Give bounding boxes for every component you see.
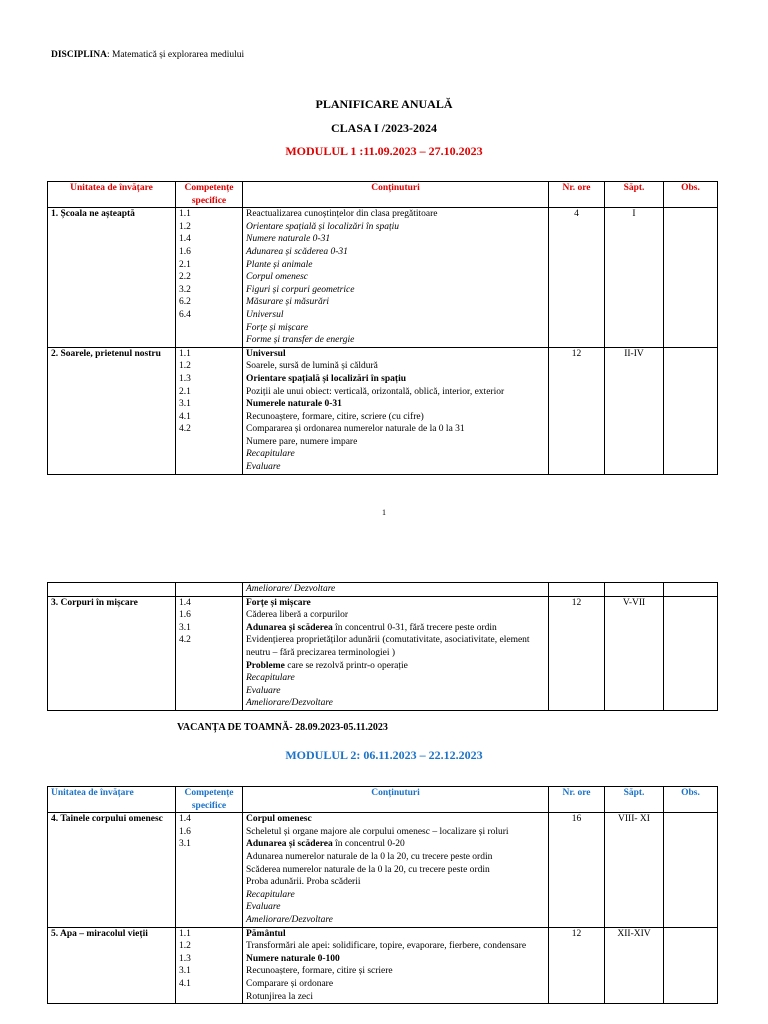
competency-code: 1.4 — [179, 814, 191, 825]
content-line: Rotunjirea la zeci — [246, 991, 313, 1002]
page-title: PLANIFICARE ANUALĂ — [315, 97, 453, 111]
week-cell: V-VII — [605, 596, 664, 710]
competency-code: 1.6 — [179, 246, 191, 257]
content-line: Universul — [246, 348, 286, 359]
header-contents: Conținuturi — [243, 182, 549, 208]
header-hours: Nr. ore — [549, 182, 605, 208]
content-line: Recapitulare — [246, 889, 295, 900]
week-cell: I — [605, 208, 664, 348]
content-line: Evaluare — [246, 902, 281, 913]
competency-code: 4.2 — [179, 424, 191, 435]
table-row — [48, 208, 718, 348]
content-line: Adunarea numerelor naturale de la 0 la 20, cu trecere peste ordin — [246, 851, 493, 862]
unit-cell: 2. Soarele, prietenul nostru — [48, 347, 176, 474]
content-line: Reactualizarea cunoștințelor din clasa pregătitoare — [246, 209, 438, 220]
content-line: Evaluare — [246, 462, 281, 473]
competency-code: 1.3 — [179, 953, 191, 964]
competency-code: 3.1 — [179, 399, 191, 410]
class-title: CLASA I /2023-2024 — [330, 121, 437, 135]
content-line: Numere pare, numere impare — [246, 436, 358, 447]
content-line: Ameliorare/Dezvoltare — [246, 914, 333, 925]
competency-code: 1.4 — [179, 597, 191, 608]
vacation-notice: VACANȚA DE TOAMNĂ- 28.09.2023-05.11.2023 — [177, 722, 388, 733]
content-line: Evidențierea proprietăților adunării (comutativitate, asociativitate, element neutru – fără precizarea terminologiei ) — [246, 635, 530, 658]
competency-code: 1.1 — [179, 348, 191, 359]
competency-code: 6.2 — [179, 297, 191, 308]
contents-cell — [243, 347, 549, 474]
header-contents: Conținuturi — [243, 787, 549, 813]
unit-cell — [48, 583, 176, 597]
competency-code: 4.1 — [179, 978, 191, 989]
discipline-line — [51, 50, 244, 60]
content-line: Forme și transfer de energie — [246, 335, 355, 346]
contents-cell — [243, 596, 549, 710]
competency-code: 1.1 — [179, 209, 191, 220]
competency-code: 1.1 — [179, 928, 191, 939]
competency-code: 3.1 — [179, 622, 191, 633]
week-cell — [605, 583, 664, 597]
content-line: Numerele naturale 0-31 — [246, 399, 342, 410]
content-line: Proba adunării. Proba scăderii — [246, 877, 361, 888]
competencies-cell — [176, 208, 243, 348]
competencies-cell — [176, 596, 243, 710]
header-unit: Unitatea de învățare — [48, 787, 176, 813]
header-obs: Obs. — [664, 787, 718, 813]
obs-cell — [664, 813, 718, 927]
competency-code: 3.1 — [179, 839, 191, 850]
content-line: Ameliorare/Dezvoltare — [246, 698, 333, 709]
content-line: Orientare spațială și localizări în spațiu — [246, 221, 399, 232]
obs-cell — [664, 208, 718, 348]
content-line: Recunoaștere, formare, citire, scriere (cu cifre) — [246, 411, 424, 422]
hours-cell: 4 — [549, 208, 605, 348]
content-line: Probleme care se rezolvă printr-o operație — [246, 660, 408, 671]
module-2-title: MODULUL 2: 06.11.2023 – 22.12.2023 — [285, 748, 483, 762]
content-line: Poziții ale unui obiect: verticală, orizontală, oblică, interior, exterior — [246, 386, 505, 397]
hours-cell: 12 — [549, 596, 605, 710]
content-line: Recapitulare — [246, 449, 295, 460]
competency-code: 2.2 — [179, 272, 191, 283]
hours-cell — [549, 583, 605, 597]
header-competencies: Competențe specifice — [176, 182, 243, 208]
competencies-cell — [176, 813, 243, 927]
competency-code: 1.3 — [179, 373, 191, 384]
content-line: Adunarea și scăderea în concentrul 0-31, fără trecere peste ordin — [246, 622, 497, 633]
content-line: Numere naturale 0-100 — [246, 953, 340, 964]
table-row — [48, 927, 718, 1004]
competency-code: 1.2 — [179, 221, 191, 232]
hours-cell: 16 — [549, 813, 605, 927]
content-line: Forțe și mișcare — [246, 597, 311, 608]
competency-code: 4.2 — [179, 635, 191, 646]
competency-code: 1.2 — [179, 941, 191, 952]
competency-code: 1.2 — [179, 361, 191, 372]
competencies-cell — [176, 347, 243, 474]
header-unit: Unitatea de învățare — [48, 182, 176, 208]
week-cell: XII-XIV — [605, 927, 664, 1004]
content-line: Pământul — [246, 928, 286, 939]
content-line: Orientare spațială și localizări în spațiu — [246, 373, 407, 384]
obs-cell — [664, 583, 718, 597]
content-line: Adunarea și scăderea 0-31 — [246, 246, 348, 257]
content-line: Universul — [246, 309, 284, 320]
content-line: Corpul omenesc — [246, 814, 312, 825]
content-line: Numere naturale 0-31 — [246, 234, 331, 245]
table-header-row — [48, 182, 718, 208]
table-row — [48, 813, 718, 927]
content-line: Figuri și corpuri geometrice — [246, 284, 355, 295]
module-1-title: MODULUL 1 :11.09.2023 – 27.10.2023 — [285, 144, 483, 158]
content-line: Recunoaștere, formare, citire și scriere — [246, 966, 393, 977]
table-row — [48, 596, 718, 710]
header-hours: Nr. ore — [549, 787, 605, 813]
competency-code: 3.2 — [179, 284, 191, 295]
contents-cell — [243, 813, 549, 927]
table-row — [48, 583, 718, 597]
content-line: Comparare și ordonare — [246, 978, 334, 989]
content-line: Scheletul și organe majore ale corpului omenesc – localizare și roluri — [246, 826, 509, 837]
unit-cell: 3. Corpuri în mișcare — [48, 596, 176, 710]
content-line: Scăderea numerelor naturale de la 0 la 20, cu trecere peste ordin — [246, 864, 490, 875]
competency-code: 6.4 — [179, 309, 191, 320]
content-line: Plante și animale — [246, 259, 313, 270]
obs-cell — [664, 596, 718, 710]
competency-code: 4.1 — [179, 411, 191, 422]
header-week: Săpt. — [605, 182, 664, 208]
discipline-label: DISCIPLINA — [51, 50, 107, 60]
hours-cell: 12 — [549, 927, 605, 1004]
content-line: Căderea liberă a corpurilor — [246, 610, 349, 621]
content-line: Corpul omenesc — [246, 272, 309, 283]
content-line: Adunarea și scăderea în concentrul 0-20 — [246, 839, 405, 850]
contents-cell — [243, 583, 549, 597]
competency-code: 2.1 — [179, 259, 191, 270]
competency-code: 1.4 — [179, 234, 191, 245]
module-2-table — [47, 786, 718, 1004]
unit-cell: 5. Apa – miracolul vieții — [48, 927, 176, 1004]
content-line: Măsurare și măsurări — [246, 297, 330, 308]
hours-cell: 12 — [549, 347, 605, 474]
obs-cell — [664, 927, 718, 1004]
competency-code: 3.1 — [179, 966, 191, 977]
competency-code: 2.1 — [179, 386, 191, 397]
header-competencies: Competențe specifice — [176, 787, 243, 813]
obs-cell — [664, 347, 718, 474]
content-line: Compararea și ordonarea numerelor naturale de la 0 la 31 — [246, 424, 465, 435]
contents-cell — [243, 927, 549, 1004]
unit-cell: 4. Tainele corpului omenesc — [48, 813, 176, 927]
contents-cell — [243, 208, 549, 348]
week-cell: VIII- XI — [605, 813, 664, 927]
content-line: Evaluare — [246, 685, 281, 696]
content-line: Transformări ale apei: solidificare, topire, evaporare, fierbere, condensare — [246, 941, 527, 952]
content-line: Soarele, sursă de lumină și căldură — [246, 361, 378, 372]
content-line: Ameliorare/ Dezvoltare — [246, 584, 336, 594]
module-1-table-continued — [47, 582, 718, 711]
competencies-cell — [176, 583, 243, 597]
page-number: 1 — [382, 508, 386, 517]
header-obs: Obs. — [664, 182, 718, 208]
table-row — [48, 347, 718, 474]
competency-code: 1.6 — [179, 610, 191, 621]
week-cell: II-IV — [605, 347, 664, 474]
competency-code: 1.6 — [179, 826, 191, 837]
unit-cell: 1. Școala ne așteaptă — [48, 208, 176, 348]
header-week: Săpt. — [605, 787, 664, 813]
module-1-table — [47, 181, 718, 475]
competencies-cell — [176, 927, 243, 1004]
discipline-value: : Matematică și explorarea mediului — [106, 50, 245, 60]
table-header-row — [48, 787, 718, 813]
content-line: Recapitulare — [246, 673, 295, 684]
content-line: Forțe și mișcare — [246, 322, 308, 333]
